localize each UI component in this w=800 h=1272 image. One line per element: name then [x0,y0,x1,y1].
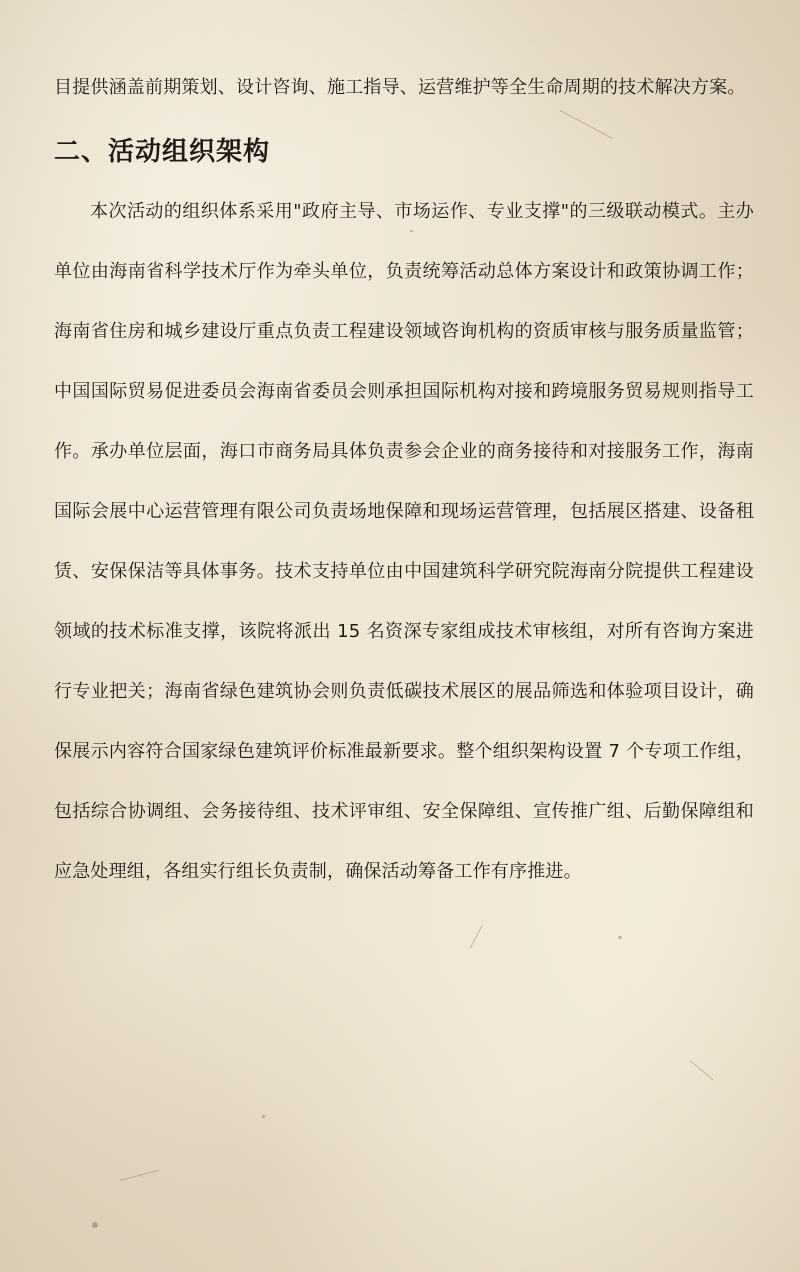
paper-speck [618,936,622,939]
paper-fiber [120,1170,159,1181]
paper-speck [92,1222,98,1228]
intro-paragraph-end: 目提供涵盖前期策划、设计咨询、施工指导、运营维护等全生命周期的技术解决方案。 [54,77,746,98]
section-paragraph: 本次活动的组织体系采用"政府主导、市场运作、专业支撑"的三级联动模式。主办单位由海南省科学技术厅作为牵头单位，负责统筹活动总体方案设计和政策协调工作；海南省住房和城乡建设厅重点负责工程建设领域咨询机构的资质审核与服务质量监管；中国国际贸易促进委员会海南省委员会则承担国际机构对接和跨境服务贸易规则指导工作。承办单位层面，海口市商务局具体负责参会企业的商务接待和对接服务工作，海南国际会展中心运营管理有限公司负责场地保障和现场运营管理，包括展区搭建、设备租赁、安保保洁等具体事务。技术支持单位由中国建筑科学研究院海南分院提供工程建设领域的技术标准支撑，该院将派出 15 名资深专家组成技术审核组，对所有咨询方案进行专业把关；海南省绿色建筑协会则负责低碳技术展区的展品筛选和体验项目设计，确保展示内容符合国家绿色建筑评价标准最新要求。整个组织架构设置 7 个专项工作组，包括综合协调组、会务接待组、技术评审组、安全保障组、宣传推广组、后勤保障组和应急处理组，各组实行组长负责制，确保活动筹备工作有序推进。 [54,201,754,882]
paper-fiber [470,925,483,948]
section-heading: 二、活动组织架构 [54,137,271,167]
paper-fiber [690,1060,714,1080]
document-page [54,58,754,902]
paper-speck [262,1115,265,1118]
